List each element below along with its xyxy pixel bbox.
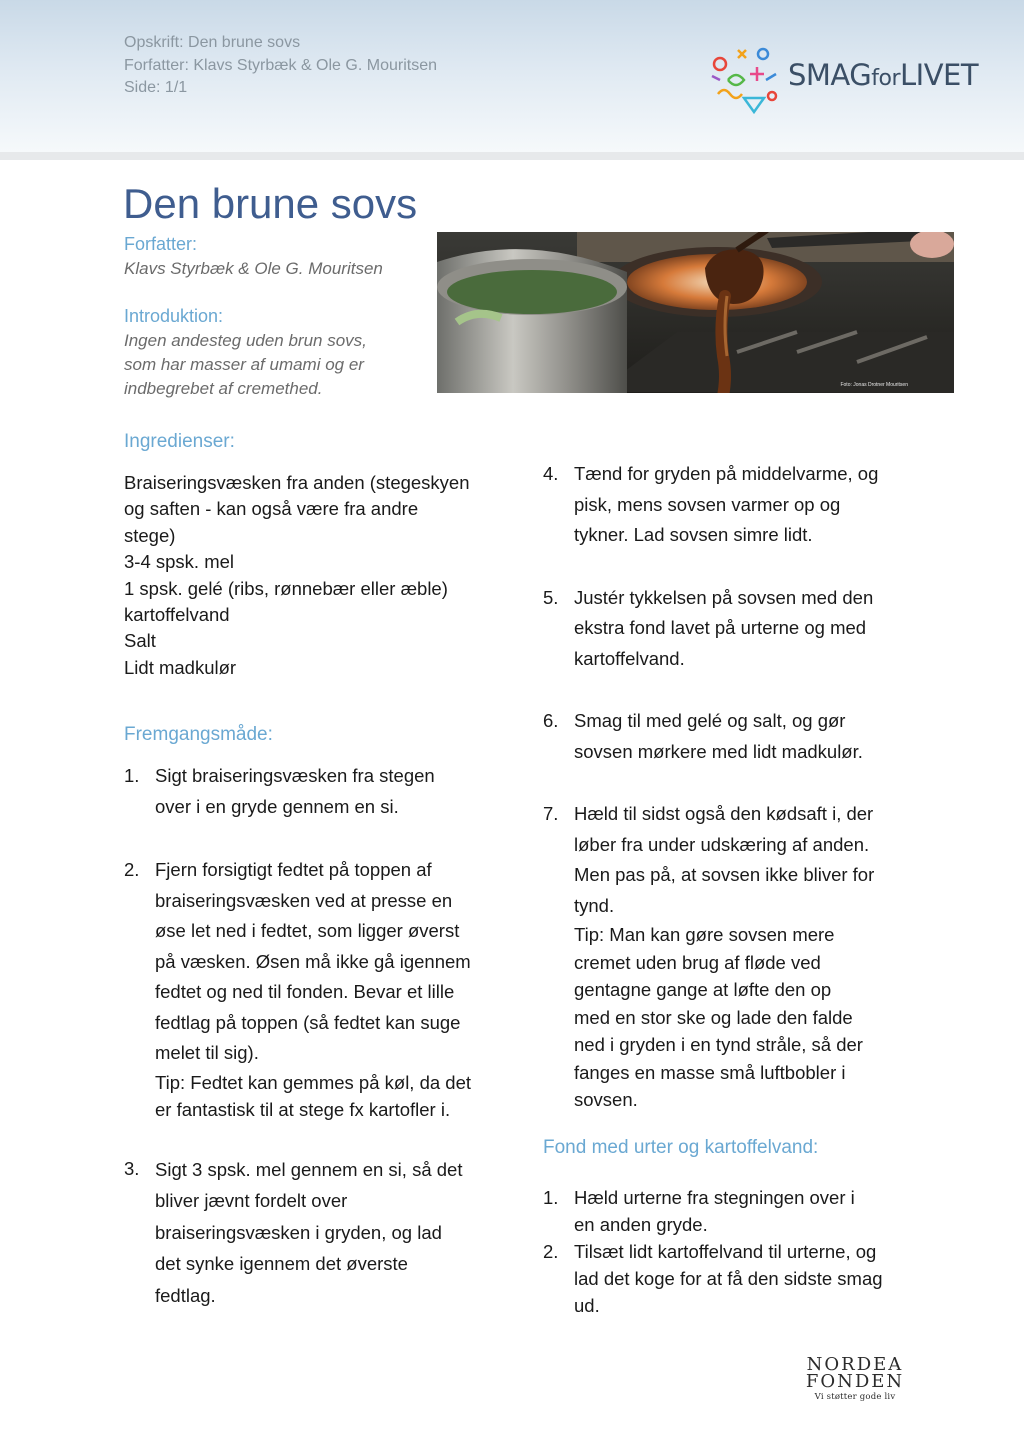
tip-line: med en stor ske og lade den falde (574, 1006, 853, 1028)
sponsor-tagline: Vi støtter gode liv (814, 1392, 896, 1402)
method-steps-left (124, 761, 494, 1311)
step-line: øse let ned i fedtet, som ligger øverst (155, 920, 460, 941)
intro-line: som har masser af umami og er (124, 355, 364, 374)
fond-step (543, 1184, 913, 1238)
step-number: 1. (124, 765, 140, 786)
gravy-photo (437, 232, 954, 393)
step-tip (155, 1069, 494, 1123)
smag-for-livet-logo (708, 44, 979, 114)
step-line: ud. (574, 1295, 600, 1316)
step-line: fedtlag på toppen (så fedtet kan suge (155, 1011, 461, 1033)
ingredient-line: Braiseringsvæsken fra anden (stegeskyen (124, 472, 470, 493)
ingredients-list (124, 470, 494, 681)
step-line: sovsen mørkere med lidt madkulør. (574, 740, 863, 762)
logo-wordmark: SMAGforLIVET (788, 58, 979, 92)
author-label: Forfatter: (124, 234, 198, 254)
step-line: braiseringsvæsken ved at presse en (155, 889, 453, 911)
method-label: Fremgangsmåde: (124, 724, 273, 745)
tip-line: Tip: Man kan gøre sovsen mere (574, 924, 835, 945)
intro-text (124, 329, 367, 401)
recipe-title: Den brune sovs (123, 180, 418, 227)
step-number: 6. (543, 710, 559, 731)
step-line: tykner. Lad sovsen simre lidt. (574, 524, 813, 545)
step-line: på væsken. Øsen må ikke gå igennem (155, 950, 471, 972)
ingredient-line: Lidt madkulør (124, 656, 237, 678)
step-line: Tænd for gryden på middelvarme, og (574, 463, 879, 484)
document-meta (124, 32, 437, 100)
step-number: 1. (543, 1187, 559, 1208)
step-line: Men pas på, at sovsen ikke bliver for (574, 864, 875, 885)
method-steps-right (543, 459, 913, 1114)
step-line: bliver jævnt fordelt over (155, 1190, 348, 1211)
step-number: 5. (543, 586, 559, 608)
fond-label: Fond med urter og kartoffelvand: (543, 1137, 819, 1158)
nordea-fonden-logo (800, 1356, 910, 1404)
step-line: løber fra under udskæring af anden. (574, 833, 870, 855)
ingredient-line: og saften - kan også være fra andre (124, 498, 419, 520)
method-step (124, 761, 494, 822)
step-line: braiseringsvæsken i gryden, og lad (155, 1221, 442, 1243)
step-number: 2. (124, 859, 140, 880)
smag-for-livet-emblem-icon (708, 44, 783, 114)
method-step (543, 799, 913, 1114)
ingredient-line: stege) (124, 524, 176, 546)
step-line: Hæld til sidst også den kødsaft i, der (574, 803, 874, 824)
step-number: 7. (543, 803, 559, 824)
method-step (543, 583, 913, 675)
step-line: kartoffelvand. (574, 647, 685, 669)
step-line: Tilsæt lidt kartoffelvand til urterne, og (574, 1241, 877, 1262)
step-line: fedtlag. (155, 1284, 216, 1306)
author-names: Klavs Styrbæk & Ole G. Mouritsen (124, 259, 383, 278)
tip-line: cremet uden brug af fløde ved (574, 951, 821, 973)
method-step (124, 855, 494, 1123)
step-line: Sigt 3 spsk. mel gennem en si, så det (155, 1158, 463, 1180)
intro-label: Introduktion: (124, 306, 224, 326)
intro-line: Ingen andesteg uden brun sovs, (124, 331, 367, 350)
tip-line: Tip: Fedtet kan gemmes på køl, da det (155, 1071, 472, 1093)
tip-line: gentagne gange at løfte den op (574, 979, 832, 1000)
step-line: melet til sig). (155, 1042, 259, 1063)
method-step (543, 706, 913, 767)
meta-author: Forfatter: Klavs Styrbæk & Ole G. Mouritsen (124, 56, 437, 74)
step-line: Sigt braiseringsvæsken fra stegen (155, 765, 435, 786)
step-line: ekstra fond lavet på urterne og med (574, 617, 867, 638)
step-line: det synke igennem det øverste (155, 1253, 408, 1274)
tip-line: er fantastisk til at stege fx kartofler i. (155, 1098, 451, 1120)
ingredient-line: 3-4 spsk. mel (124, 551, 235, 573)
meta-page: Side: 1/1 (124, 79, 188, 96)
meta-recipe: Opskrift: Den brune sovs (124, 34, 301, 51)
tip-line: sovsen. (574, 1089, 638, 1110)
step-line: en anden gryde. (574, 1214, 708, 1235)
sponsor-name-line1: NORDEA (806, 1354, 904, 1375)
fond-steps (543, 1184, 913, 1319)
step-line: Justér tykkelsen på sovsen med den (574, 586, 874, 608)
step-line: tynd. (574, 894, 615, 916)
photo-credit: Foto: Jonas Drotner Mouritsen (840, 382, 908, 388)
method-step (124, 1154, 494, 1312)
step-line: lad det koge for at få den sidste smag (574, 1268, 883, 1289)
tip-line: ned i gryden i en tynd stråle, så der (574, 1034, 863, 1055)
fond-step (543, 1238, 913, 1319)
method-step (543, 459, 913, 551)
step-number: 3. (124, 1157, 140, 1179)
ingredient-line: 1 spsk. gelé (ribs, rønnebær eller æble) (124, 577, 448, 599)
step-line: Smag til med gelé og salt, og gør (574, 710, 846, 731)
step-line: Hæld urterne fra stegningen over i (574, 1187, 855, 1208)
sponsor-name-line2: FONDEN (805, 1371, 905, 1392)
ingredients-label: Ingredienser: (124, 431, 235, 452)
step-line: fedtet og ned til fonden. Bevar et lille (155, 981, 455, 1002)
step-number: 4. (543, 463, 559, 484)
step-line: pisk, mens sovsen varmer op og (574, 493, 841, 515)
ingredient-line: Salt (124, 630, 156, 652)
header-divider (0, 152, 1024, 160)
step-line: over i en gryde gennem en si. (155, 795, 399, 817)
step-tip (574, 921, 913, 1114)
step-number: 2. (543, 1241, 559, 1262)
step-line: Fjern forsigtigt fedtet på toppen af (155, 859, 432, 880)
ingredient-line: kartoffelvand (124, 604, 230, 626)
tip-line: fanges en masse små luftbobler i (574, 1061, 846, 1083)
intro-line: indbegrebet af cremethed. (124, 379, 323, 398)
